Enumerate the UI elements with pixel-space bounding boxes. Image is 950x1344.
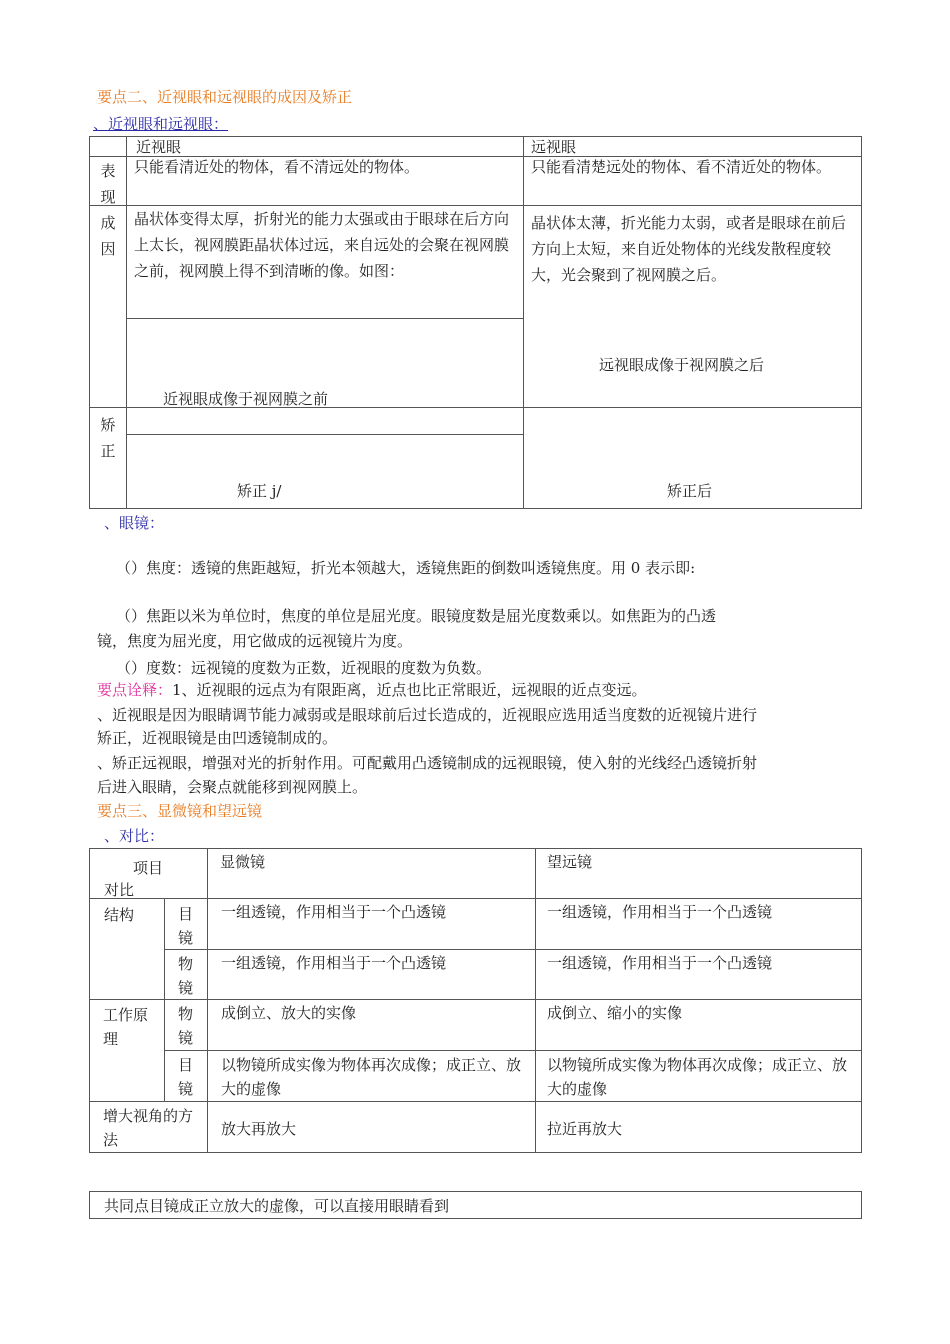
principle-eyepiece-label: 目镜 xyxy=(178,1056,194,1098)
tele-objective-desc: 一组透镜，作用相当于一个凸透镜 xyxy=(547,954,773,972)
myopia-correct-caption: 矫正 j/ xyxy=(237,482,282,500)
row-correct-label: 矫正 xyxy=(100,416,116,460)
notes-label: 要点诠释： xyxy=(97,681,173,699)
row-symptom-label: 表现 xyxy=(100,162,116,206)
common-point-text: 共同点目镜成正立放大的虚像，可以直接用眼睛看到 xyxy=(104,1197,450,1215)
hyperopia-image-caption: 远视眼成像于视网膜之后 xyxy=(599,356,765,374)
note-3b: 后进入眼睛，会聚点就能移到视网膜上。 xyxy=(97,778,368,796)
hyperopia-cause: 晶状体太薄，折光能力太弱，或者是眼球在前后方向上太短，来自近处物体的光线发散程度较大，光会聚到了视网膜之后。 xyxy=(531,214,847,284)
glasses-item-2b: 镜，焦度为屈光度，用它做成的远视镜片为度。 xyxy=(97,632,413,650)
structure-objective-label: 物镜 xyxy=(178,955,194,997)
myopia-cause: 晶状体变得太厚，折射光的能力太强或由于眼球在后方向上太长，视网膜距晶状体过远，来自远处的会聚在视网膜之前，视网膜上得不到清晰的像。如图： xyxy=(134,210,510,280)
structure-eyepiece-label: 目镜 xyxy=(178,905,194,947)
section3-sub1: 、对比： xyxy=(104,827,165,845)
micro-eyepiece-desc: 一组透镜，作用相当于一个凸透镜 xyxy=(221,903,447,921)
glasses-item-2a: （）焦距以米为单位时，焦度的单位是屈光度。眼镜度数是屈光度数乘以。如焦距为的凸透 xyxy=(116,607,717,625)
note-3a: 、矫正远视眼，增强对光的折射作用。可配戴用凸透镜制成的远视眼镜，使入射的光线经凸透镜折射 xyxy=(97,754,758,772)
micro-eyepiece-principle: 以物镜所成实像为物体再次成像；成正立、放大的虚像 xyxy=(221,1056,522,1098)
glasses-item-1: （）焦度：透镜的焦距越短，折光本领越大，透镜焦距的倒数叫透镜焦度。用 0 表示即: xyxy=(116,559,696,577)
col-myopia-header: 近视眼 xyxy=(136,138,182,156)
tele-angle-method: 拉近再放大 xyxy=(547,1120,623,1138)
hyperopia-symptom: 只能看清楚远处的物体、看不清近处的物体。 xyxy=(531,158,832,176)
col-microscope: 显微镜 xyxy=(220,853,266,871)
note-1: 1、近视眼的远点为有限距离，近点也比正常眼近，远视眼的近点变远。 xyxy=(172,681,647,699)
myopia-symptom: 只能看清近处的物体，看不清远处的物体。 xyxy=(134,158,420,176)
tele-objective-principle: 成倒立、缩小的实像 xyxy=(547,1004,683,1022)
micro-objective-desc: 一组透镜，作用相当于一个凸透镜 xyxy=(221,954,447,972)
glasses-item-3: （）度数：远视镜的度数为正数，近视眼的度数为负数。 xyxy=(116,659,492,677)
col-telescope: 望远镜 xyxy=(547,853,593,871)
micro-angle-method: 放大再放大 xyxy=(221,1120,297,1138)
note-2a: 、近视眼是因为眼睛调节能力减弱或是眼球前后过长造成的，近视眼应选用适当度数的近视镜片进行 xyxy=(97,706,758,724)
col-hyperopia-header: 远视眼 xyxy=(531,138,577,156)
row-cause-label: 成因 xyxy=(100,214,116,258)
angle-method-label: 增大视角的方法 xyxy=(103,1107,194,1149)
structure-label: 结构 xyxy=(104,906,135,924)
header-item: 项目 xyxy=(133,859,164,877)
glasses-heading: 、眼镜： xyxy=(104,514,165,532)
section2-sub1: 、近视眼和远视眼： xyxy=(93,115,229,133)
principle-label: 工作原理 xyxy=(103,1006,149,1048)
hyperopia-correct-caption: 矫正后 xyxy=(667,482,713,500)
section3-title: 要点三、显微镜和望远镜 xyxy=(97,802,263,820)
tele-eyepiece-desc: 一组透镜，作用相当于一个凸透镜 xyxy=(547,903,773,921)
note-2b: 矫正，近视眼镜是由凹透镜制成的。 xyxy=(97,729,338,747)
micro-objective-principle: 成倒立、放大的实像 xyxy=(221,1004,357,1022)
common-point-box xyxy=(89,1191,862,1219)
notes-line-1 xyxy=(97,679,647,700)
myopia-image-caption: 近视眼成像于视网膜之前 xyxy=(163,390,329,408)
section2-title: 要点二、近视眼和远视眼的成因及矫正 xyxy=(97,88,353,106)
principle-objective-label: 物镜 xyxy=(178,1005,194,1047)
header-compare: 对比 xyxy=(104,881,135,899)
tele-eyepiece-principle: 以物镜所成实像为物体再次成像；成正立、放大的虚像 xyxy=(547,1056,848,1098)
